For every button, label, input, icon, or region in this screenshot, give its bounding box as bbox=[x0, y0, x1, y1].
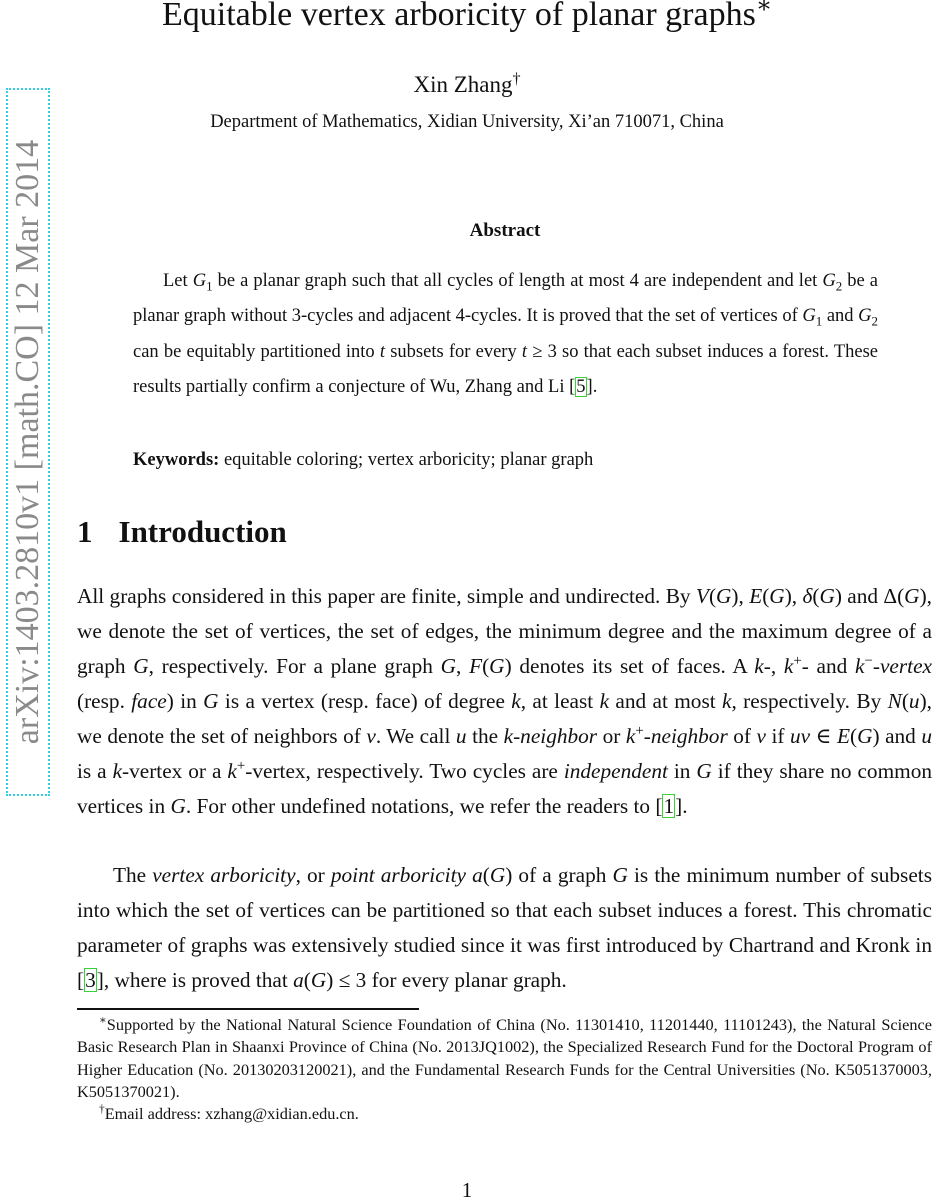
math-italic: k bbox=[511, 689, 521, 713]
citation-link[interactable]: 1 bbox=[663, 794, 675, 818]
section-title: Introduction bbox=[118, 514, 287, 549]
footnote-rule bbox=[77, 1008, 419, 1010]
text-run: All graphs considered in this paper are finite, simple and undirected. By bbox=[77, 584, 696, 608]
page-number: 1 bbox=[461, 1178, 473, 1202]
text-run: - bbox=[872, 654, 880, 678]
math-italic: G bbox=[203, 689, 219, 713]
text-run: ) in bbox=[166, 689, 204, 713]
author bbox=[0, 72, 934, 98]
text-run: (resp. bbox=[77, 689, 132, 713]
text-run: and at most bbox=[609, 689, 723, 713]
math-italic: k bbox=[599, 689, 610, 713]
math-italic: t bbox=[379, 341, 386, 362]
math-italic: G bbox=[904, 584, 920, 608]
math-italic: k bbox=[855, 654, 865, 678]
text-run: be a planar graph without 3-cycles and adjacent 4-cycles. It is proved that the set of vertices of bbox=[133, 271, 878, 327]
math-italic: k bbox=[783, 654, 794, 678]
title-text: Equitable vertex arboricity of planar graphs bbox=[161, 0, 756, 33]
text-run: ) of a graph bbox=[505, 863, 613, 887]
intro-paragraph-1 bbox=[77, 579, 932, 824]
text-run: , or bbox=[295, 863, 331, 887]
text-run: if bbox=[765, 724, 791, 748]
text-run: -vertex, respectively. Two cycles are bbox=[245, 759, 564, 783]
arxiv-stamp-text: arXiv:1403.2810v1 [math.CO] 12 Mar 2014 bbox=[9, 139, 46, 745]
text-run: ( bbox=[901, 689, 909, 713]
text-run: -, bbox=[763, 654, 784, 678]
arxiv-stamp[interactable] bbox=[6, 88, 50, 796]
math-italic: G bbox=[822, 271, 836, 291]
citation: [1] bbox=[655, 794, 683, 818]
text-run: . We call bbox=[375, 724, 456, 748]
citation-link[interactable]: 5 bbox=[576, 376, 586, 397]
subscript: 1 bbox=[815, 313, 823, 329]
math-italic: G bbox=[716, 584, 732, 608]
footnotes bbox=[77, 1014, 932, 1125]
subscript: 1 bbox=[206, 278, 213, 294]
section-heading bbox=[77, 514, 287, 550]
text-run: , bbox=[456, 654, 470, 678]
math-italic: point arboricity a bbox=[330, 863, 483, 887]
text-run: is a vertex (resp. face) of degree bbox=[218, 689, 512, 713]
text-run: Let bbox=[163, 271, 193, 291]
superscript: ∗ bbox=[99, 1014, 107, 1027]
text-run: be a planar graph such that all cycles of length at most 4 are independent and let bbox=[212, 271, 823, 291]
superscript: + bbox=[635, 722, 644, 739]
text-run: of bbox=[727, 724, 757, 748]
math-italic: G bbox=[170, 794, 186, 818]
text-run: is the minimum number of subsets into which the set of vertices can be partitioned so that each subset induces a forest. This chromatic parameter of graphs was extensively studied since it was first introduced by Chartrand and Kronk in bbox=[77, 863, 932, 957]
math-italic: G bbox=[133, 654, 149, 678]
text-run: in bbox=[667, 759, 697, 783]
citation-link[interactable]: 3 bbox=[85, 968, 96, 992]
math-italic: u bbox=[455, 724, 467, 748]
text-run: ( bbox=[303, 968, 311, 992]
math-italic: F bbox=[469, 654, 483, 678]
math-italic: v bbox=[756, 724, 766, 748]
math-italic: G bbox=[696, 759, 712, 783]
text-run: or bbox=[597, 724, 626, 748]
citation: [3] bbox=[77, 968, 104, 992]
text-run: can be equitably partitioned into bbox=[133, 341, 380, 362]
math-italic: k bbox=[112, 759, 123, 783]
math-italic: v bbox=[366, 724, 376, 748]
math-italic: k bbox=[227, 759, 237, 783]
math-italic: G bbox=[310, 968, 327, 992]
text-run: Email address: xzhang@xidian.edu.cn. bbox=[104, 1104, 359, 1124]
footnote-email bbox=[77, 1103, 932, 1125]
footnote-funding bbox=[77, 1014, 932, 1103]
text-run: . bbox=[682, 794, 688, 818]
superscript: † bbox=[99, 1103, 105, 1116]
math-italic: G bbox=[440, 654, 457, 678]
math-italic: u bbox=[908, 689, 920, 713]
math-italic: k bbox=[754, 654, 764, 678]
text-run: . bbox=[592, 376, 598, 397]
text-run: , respectively. For a plane graph bbox=[148, 654, 441, 678]
text-run: ), bbox=[731, 584, 750, 608]
math-italic: t bbox=[521, 341, 528, 362]
text-run: subsets for every bbox=[385, 341, 522, 362]
subscript: 2 bbox=[871, 313, 879, 329]
math-italic: δ bbox=[802, 584, 813, 608]
text-run: ), we denote the set of vertices, the set of edges, the minimum degree and the maximum degree of a graph bbox=[77, 584, 932, 678]
math-italic: G bbox=[489, 654, 505, 678]
subscript: 2 bbox=[835, 278, 843, 294]
math-italic: G bbox=[819, 584, 835, 608]
citation: [5] bbox=[569, 376, 593, 397]
author-footnote-mark: † bbox=[512, 70, 521, 88]
superscript: + bbox=[236, 757, 246, 774]
text-run: ∈ bbox=[810, 724, 837, 748]
text-run: , at least bbox=[520, 689, 600, 713]
text-run: - and bbox=[801, 654, 855, 678]
math-italic: E bbox=[749, 584, 763, 608]
keywords-label: Keywords: bbox=[133, 450, 220, 470]
math-italic: G bbox=[857, 724, 873, 748]
text-run: is a bbox=[77, 759, 113, 783]
author-name: Xin Zhang bbox=[413, 72, 513, 97]
affiliation: Department of Mathematics, Xidian University, Xi’an 710071, China bbox=[210, 112, 724, 132]
math-italic: uv bbox=[790, 724, 811, 748]
text-run: ( bbox=[762, 584, 770, 608]
text-run: ( bbox=[482, 654, 490, 678]
math-italic: k bbox=[722, 689, 732, 713]
text-run: ) and Δ( bbox=[834, 584, 905, 608]
math-italic: G bbox=[802, 306, 816, 327]
math-italic: V bbox=[695, 584, 709, 608]
math-italic: G bbox=[769, 584, 785, 608]
math-italic: N bbox=[887, 689, 902, 713]
text-run: ), bbox=[784, 584, 803, 608]
paper-title bbox=[0, 0, 934, 34]
superscript: − bbox=[864, 652, 873, 669]
text-run: ( bbox=[812, 584, 820, 608]
keywords bbox=[133, 450, 878, 471]
section-number: 1 bbox=[77, 514, 93, 549]
math-italic: vertex arboricity bbox=[152, 863, 296, 887]
math-italic: independent bbox=[563, 759, 668, 783]
math-italic: E bbox=[836, 724, 850, 748]
text-run: , where is proved that bbox=[103, 968, 294, 992]
math-italic: G bbox=[858, 306, 872, 327]
text-run: ( bbox=[849, 724, 858, 748]
text-run: ), we denote the set of neighbors of bbox=[77, 689, 932, 748]
math-italic: face bbox=[131, 689, 167, 713]
text-run: and bbox=[822, 306, 859, 327]
text-run: ≥ 3 so that each subset induces a forest. These results partially confirm a conjecture of Wu, Zhang and Li bbox=[133, 341, 878, 397]
text-run: the bbox=[466, 724, 504, 748]
text-run: Supported by the National Natural Science Foundation of China (No. 11301410, 11201440, 11101243), the Natural Science Basic Research Plan in Shaanxi Province of China (No. 2013JQ1002), the Specialized Research Fund for the Doctoral Program of Higher Education (No. 20130203120021), and the Fundamental Research Funds for the Central Universities (No. K5051370003, K5051370021). bbox=[77, 1015, 932, 1101]
text-run: ) ≤ 3 for every planar graph. bbox=[326, 968, 567, 992]
math-italic: G bbox=[489, 863, 506, 887]
title-footnote-mark: ∗ bbox=[755, 0, 772, 19]
intro-paragraph-2 bbox=[77, 858, 932, 998]
math-italic: vertex bbox=[879, 654, 932, 678]
math-italic: -neighbor bbox=[643, 724, 728, 748]
keywords-list: equitable coloring; vertex arboricity; planar graph bbox=[219, 450, 594, 470]
text-run: -vertex or a bbox=[122, 759, 228, 783]
abstract-body bbox=[133, 264, 878, 405]
text-run: The bbox=[113, 863, 153, 887]
text-run: ( bbox=[482, 863, 490, 887]
math-italic: G bbox=[192, 271, 207, 291]
math-italic: k bbox=[625, 724, 636, 748]
math-italic: a bbox=[293, 968, 304, 992]
text-run: ) and bbox=[872, 724, 922, 748]
text-run: if they share no common vertices in bbox=[77, 759, 933, 818]
math-italic: G bbox=[612, 863, 628, 887]
text-run: ) denotes its set of faces. A bbox=[504, 654, 755, 678]
math-italic: u bbox=[921, 724, 932, 748]
text-run: . For other undefined notations, we refer the readers to bbox=[185, 794, 656, 818]
math-italic: k-neighbor bbox=[503, 724, 598, 748]
abstract-heading: Abstract bbox=[469, 220, 541, 241]
text-run: , respectively. By bbox=[731, 689, 888, 713]
text-run: ( bbox=[708, 584, 717, 608]
superscript: + bbox=[793, 652, 802, 669]
